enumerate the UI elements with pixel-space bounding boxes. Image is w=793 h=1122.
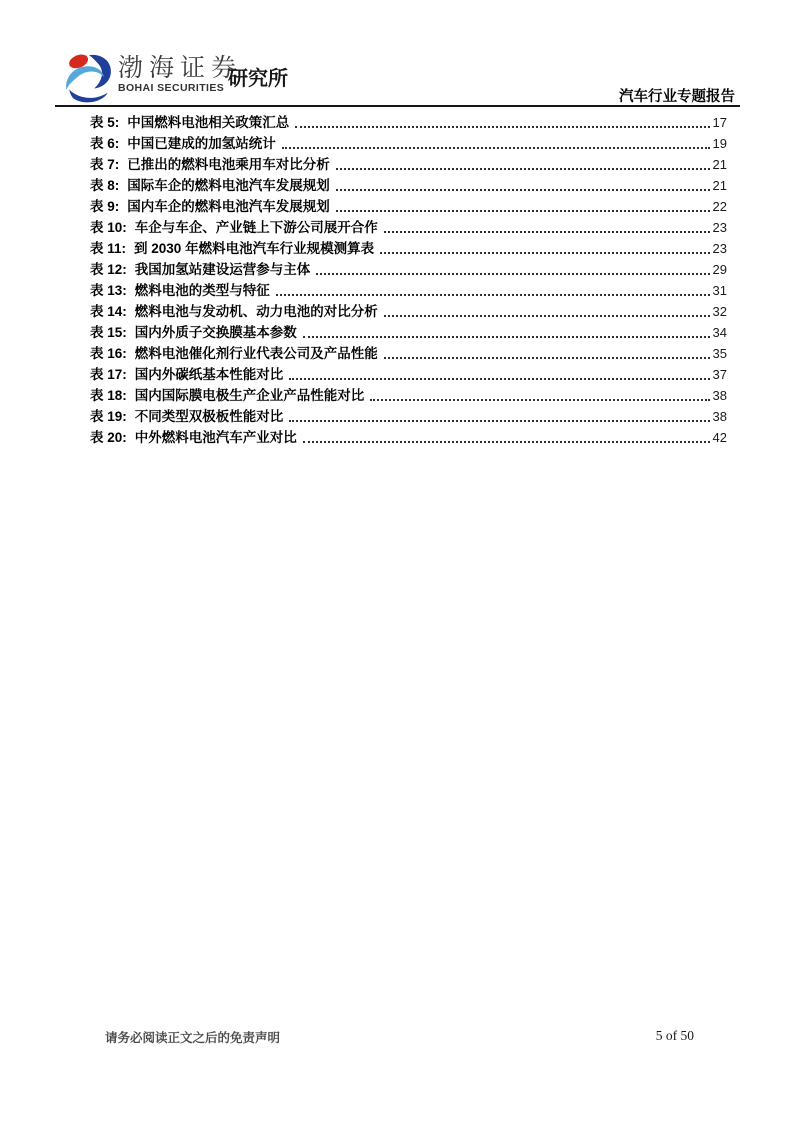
toc-entry[interactable] bbox=[90, 341, 727, 362]
toc-entry-label: 表 20: bbox=[90, 430, 127, 445]
toc-entry-title: 国内车企的燃料电池汽车发展规划 bbox=[127, 199, 330, 214]
table-of-tables bbox=[90, 110, 727, 446]
footer-page-indicator: 5 of 50 bbox=[655, 1028, 694, 1043]
toc-entry-page: 21 bbox=[712, 157, 727, 172]
toc-entry-title: 已推出的燃料电池乘用车对比分析 bbox=[127, 157, 330, 172]
dot-leader bbox=[336, 189, 710, 191]
dot-leader bbox=[336, 210, 710, 212]
toc-entry-label: 表 9: bbox=[90, 199, 120, 214]
dot-leader bbox=[336, 168, 710, 170]
dot-leader bbox=[303, 336, 710, 338]
toc-entry-page: 38 bbox=[712, 409, 727, 424]
toc-entry-label: 表 10: bbox=[90, 220, 127, 235]
toc-entry-title: 国内外质子交换膜基本参数 bbox=[134, 325, 297, 340]
toc-entry-page: 42 bbox=[712, 430, 727, 445]
toc-entry-title: 国际车企的燃料电池汽车发展规划 bbox=[127, 178, 330, 193]
toc-entry-page: 35 bbox=[712, 346, 727, 361]
toc-entry-title: 我国加氢站建设运营参与主体 bbox=[134, 262, 311, 277]
toc-entry-page: 29 bbox=[712, 262, 727, 277]
toc-entry-label: 表 6: bbox=[90, 136, 120, 151]
toc-entry-page: 17 bbox=[712, 115, 727, 130]
toc-entry[interactable] bbox=[90, 236, 727, 257]
toc-entry[interactable] bbox=[90, 215, 727, 236]
bohai-securities-logo-icon bbox=[64, 51, 114, 103]
toc-entry-label: 表 8: bbox=[90, 178, 120, 193]
toc-entry-label: 表 19: bbox=[90, 409, 127, 424]
toc-entry-title: 燃料电池催化剂行业代表公司及产品性能 bbox=[134, 346, 378, 361]
toc-entry[interactable] bbox=[90, 131, 727, 152]
toc-entry-page: 23 bbox=[712, 220, 727, 235]
toc-entry-label: 表 13: bbox=[90, 283, 127, 298]
toc-entry[interactable] bbox=[90, 257, 727, 278]
toc-entry-label: 表 14: bbox=[90, 304, 127, 319]
toc-entry[interactable] bbox=[90, 404, 727, 425]
toc-entry-title: 中国燃料电池相关政策汇总 bbox=[127, 115, 290, 130]
toc-entry-label: 表 5: bbox=[90, 115, 120, 130]
toc-entry-title: 燃料电池的类型与特征 bbox=[134, 283, 270, 298]
toc-entry[interactable] bbox=[90, 110, 727, 131]
toc-entry-page: 38 bbox=[712, 388, 727, 403]
dot-leader bbox=[276, 294, 710, 296]
toc-entry[interactable] bbox=[90, 173, 727, 194]
toc-entry-page: 32 bbox=[712, 304, 727, 319]
toc-entry[interactable] bbox=[90, 278, 727, 299]
dot-leader bbox=[384, 315, 710, 317]
toc-entry-title: 国内国际膜电极生产企业产品性能对比 bbox=[134, 388, 365, 403]
brand-name-cn: 渤海证券 bbox=[118, 53, 243, 82]
toc-entry-label: 表 12: bbox=[90, 262, 127, 277]
report-type-label: 汽车行业专题报告 bbox=[619, 89, 735, 105]
toc-entry-label: 表 11: bbox=[90, 241, 127, 256]
toc-entry-title: 中国已建成的加氢站统计 bbox=[127, 136, 276, 151]
dot-leader bbox=[316, 273, 709, 275]
brand-name-en: BOHAI SECURITIES bbox=[118, 82, 225, 94]
dot-leader bbox=[384, 357, 710, 359]
toc-entry-title: 国内外碳纸基本性能对比 bbox=[134, 367, 284, 382]
dot-leader bbox=[289, 378, 709, 380]
toc-entry-title: 车企与车企、产业链上下游公司展开合作 bbox=[134, 220, 378, 235]
toc-entry[interactable] bbox=[90, 299, 727, 320]
header-divider bbox=[55, 105, 740, 107]
toc-entry-page: 22 bbox=[712, 199, 727, 214]
toc-entry-label: 表 7: bbox=[90, 157, 120, 172]
dot-leader bbox=[303, 441, 710, 443]
dot-leader bbox=[380, 252, 709, 254]
toc-entry-page: 23 bbox=[712, 241, 727, 256]
toc-entry-page: 34 bbox=[712, 325, 727, 340]
toc-entry-title: 不同类型双极板性能对比 bbox=[134, 409, 284, 424]
toc-entry-page: 31 bbox=[712, 283, 727, 298]
toc-entry-label: 表 18: bbox=[90, 388, 127, 403]
toc-entry-label: 表 16: bbox=[90, 346, 127, 361]
footer-disclaimer: 请务必阅读正文之后的免责声明 bbox=[105, 1031, 281, 1045]
dot-leader bbox=[289, 420, 709, 422]
toc-entry[interactable] bbox=[90, 194, 727, 215]
toc-entry-label: 表 17: bbox=[90, 367, 127, 382]
toc-entry[interactable] bbox=[90, 362, 727, 383]
toc-entry-title: 燃料电池与发动机、动力电池的对比分析 bbox=[134, 304, 378, 319]
toc-entry-page: 37 bbox=[712, 367, 727, 382]
toc-entry[interactable] bbox=[90, 383, 727, 404]
toc-entry-label: 表 15: bbox=[90, 325, 127, 340]
brand-division: 研究所 bbox=[228, 68, 288, 90]
toc-entry-page: 19 bbox=[712, 136, 727, 151]
dot-leader bbox=[282, 147, 710, 149]
dot-leader bbox=[384, 231, 710, 233]
brand-text bbox=[118, 54, 242, 94]
dot-leader bbox=[295, 126, 709, 128]
toc-entry[interactable] bbox=[90, 320, 727, 341]
toc-entry-page: 21 bbox=[712, 178, 727, 193]
page-header bbox=[0, 0, 793, 108]
dot-leader bbox=[370, 399, 709, 401]
toc-entry[interactable] bbox=[90, 425, 727, 446]
toc-entry-title: 到 2030 年燃料电池汽车行业规模测算表 bbox=[134, 241, 375, 256]
toc-entry-title: 中外燃料电池汽车产业对比 bbox=[134, 430, 297, 445]
toc-entry[interactable] bbox=[90, 152, 727, 173]
